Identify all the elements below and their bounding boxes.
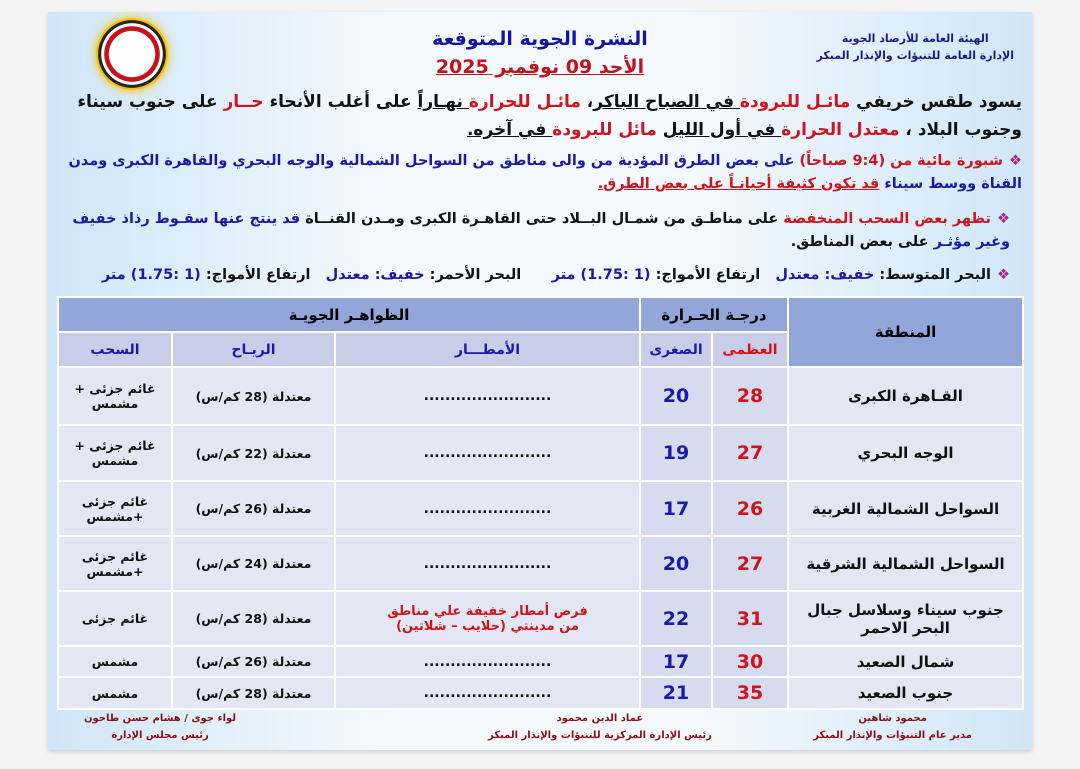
- wind-cell: معتدلة (28 كم/س): [172, 591, 335, 646]
- wind-cell: معتدلة (22 كم/س): [172, 425, 335, 481]
- signature-role: مدير عام التنبؤات والإنذار المبكر: [813, 730, 972, 741]
- region-cell: جنوب الصعيد: [788, 677, 1023, 709]
- summary-text: مائـل للحرارة: [468, 92, 581, 112]
- wind-cell: معتدلة (26 كم/س): [172, 481, 335, 536]
- cloud-cell: غائم جزئى: [58, 591, 172, 646]
- bullet-text: ارتفاع الأمواج:: [650, 267, 776, 283]
- wind-cell: معتدلة (28 كم/س): [172, 367, 335, 425]
- cloud-cell: غائم جزئى + مشمس: [58, 367, 172, 425]
- max-temp-cell: 26: [712, 481, 788, 536]
- signature-role: رئيس الإدارة المركزية للتنبؤات والإنذار المبكر: [488, 730, 712, 741]
- signature-role: رئيس مجلس الإدارة: [111, 730, 209, 741]
- rain-cell: ........................: [335, 425, 640, 481]
- wind-cell: معتدلة (28 كم/س): [172, 677, 335, 709]
- region-cell: السواحل الشمالية الشرقية: [788, 536, 1023, 591]
- cloud-cell: مشمس: [58, 646, 172, 677]
- bullet-text: خفيف: معتدل: [775, 267, 875, 283]
- diamond-bullet-icon: ❖: [997, 267, 1010, 283]
- cloud-cell: مشمس: [58, 677, 172, 709]
- signature-3: [84, 710, 236, 744]
- table-row: [58, 591, 1023, 646]
- rain-cell: ........................: [335, 646, 640, 677]
- min-temp-cell: 22: [640, 591, 712, 646]
- phenomena-header: الظواهـر الجويـة: [58, 297, 640, 332]
- min-temp-cell: 21: [640, 677, 712, 709]
- bulletin-date: الأحد 09 نوفمبر 2025: [435, 56, 645, 78]
- rain-cell: ........................: [335, 367, 640, 425]
- summary-text: يسود طقس خريفي: [850, 92, 1022, 112]
- region-cell: السواحل الشمالية الغربية: [788, 481, 1023, 536]
- bullet-text: على بعض الطرق المؤدية من والى مناطق من السواحل الشمالية والوجه البحري والقاهرة الكبرى ومدن القناة ووسط سيناء: [68, 153, 1022, 192]
- bullet-text: على بعض المناطق.: [790, 234, 934, 250]
- wind-cell: معتدلة (26 كم/س): [172, 646, 335, 677]
- rain-cell: فرص أمطار خفيفة علي مناطق من مدينتي (حلايب – شلاتين): [335, 591, 640, 646]
- bullet-text: البحر الأحمر:: [424, 267, 552, 283]
- cloud-cell: غائم جزئى +مشمس: [58, 481, 172, 536]
- min-temp-cell: 19: [640, 425, 712, 481]
- bulletin-title: النشرة الجوية المتوقعة: [432, 28, 648, 50]
- fog-bullet: [58, 150, 1022, 196]
- org-line-1: الهيئة العامة للأرصاد الجوية: [841, 32, 989, 45]
- min-temp-cell: 20: [640, 367, 712, 425]
- bullet-text: البحر المتوسط:: [874, 267, 991, 283]
- max-temp-cell: 28: [712, 367, 788, 425]
- summary-text: في أول الليل: [662, 120, 782, 140]
- signature-name: عماد الدين محمود: [556, 713, 644, 724]
- region-header: المنطقة: [788, 297, 1023, 367]
- signature-2: [488, 710, 712, 744]
- rain-header: الأمطـــار: [335, 332, 640, 367]
- clouds-bullet: [58, 208, 1010, 254]
- bullet-text: (1 :1.75) متر: [551, 267, 651, 283]
- bullet-text: خفيف: معتدل: [325, 267, 425, 283]
- min-temp-cell: 20: [640, 536, 712, 591]
- min-temp-cell: 17: [640, 646, 712, 677]
- summary-text: على أغلب الأنحاء: [263, 92, 418, 112]
- bullet-text: قد ينتج عنها سقـوط رذاذ خفيف وغير مؤثـر: [72, 211, 1010, 250]
- max-temp-header: العظمى: [712, 332, 788, 367]
- signature-name: لواء جوى / هشام حسن طاحون: [84, 713, 237, 724]
- bullet-text: تظهر بعض السحب المنخفضة: [783, 211, 991, 227]
- signature-name: محمود شاهين: [858, 713, 927, 724]
- cloud-header: السحب: [58, 332, 172, 367]
- region-cell: القـاهرة الكبرى: [788, 367, 1023, 425]
- bullet-text: قد تكون كثيفة أحيانـاً على بعض الطرق.: [597, 176, 880, 192]
- max-temp-cell: 35: [712, 677, 788, 709]
- table-row: [58, 425, 1023, 481]
- wind-header: الريـاح: [172, 332, 335, 367]
- max-temp-cell: 31: [712, 591, 788, 646]
- summary-text: مائل للبرودة: [552, 120, 663, 140]
- rain-cell: ........................: [335, 677, 640, 709]
- summary-text: ،: [580, 92, 594, 112]
- summary-text: في آخره.: [466, 120, 553, 140]
- table-row: [58, 677, 1023, 709]
- summary-text: في الصباح الباكر: [593, 92, 740, 112]
- table-row: [58, 536, 1023, 591]
- cloud-cell: غائم جزئى + مشمس: [58, 425, 172, 481]
- summary-text: معتدل الحرارة: [781, 120, 900, 140]
- min-temp-cell: 17: [640, 481, 712, 536]
- summary-text: مائـل للبرودة: [739, 92, 851, 112]
- bullet-text: على مناطـق من شمـال البــلاد حتى القاهـرة الكبرى ومـدن القنــاة: [300, 211, 784, 227]
- max-temp-cell: 27: [712, 536, 788, 591]
- summary-text: على جنوب سيناء وجنوب البلاد ،: [77, 92, 1022, 140]
- temperature-header: درجـة الحـرارة: [640, 297, 788, 332]
- rain-cell: ........................: [335, 481, 640, 536]
- weather-bulletin: [48, 12, 1032, 750]
- sea-bullet: [58, 264, 1010, 287]
- signature-1: [813, 710, 972, 744]
- diamond-bullet-icon: ❖: [997, 211, 1010, 227]
- table-row: [58, 646, 1023, 677]
- wind-cell: معتدلة (24 كم/س): [172, 536, 335, 591]
- table-row: [58, 367, 1023, 425]
- table-row: [58, 481, 1023, 536]
- org-line-2: الإدارة العامة للتنبؤات والإنذار المبكر: [816, 49, 1014, 62]
- forecast-table: [57, 296, 1024, 710]
- diamond-bullet-icon: ❖: [1009, 153, 1022, 169]
- region-cell: شمال الصعيد: [788, 646, 1023, 677]
- max-temp-cell: 27: [712, 425, 788, 481]
- rain-cell: ........................: [335, 536, 640, 591]
- bullet-text: شبورة مائية من (9:4 صباحاً): [799, 153, 1003, 169]
- bullet-text: (1 :1.75) متر: [101, 267, 201, 283]
- summary-text: نهـاراً: [417, 92, 469, 112]
- cloud-cell: غائم جزئى +مشمس: [58, 536, 172, 591]
- region-cell: الوجه البحري: [788, 425, 1023, 481]
- summary-paragraph: [58, 88, 1022, 144]
- min-temp-header: الصغرى: [640, 332, 712, 367]
- bullet-text: ارتفاع الأمواج:: [200, 267, 326, 283]
- region-cell: جنوب سيناء وسلاسل جبال البحر الاحمر: [788, 591, 1023, 646]
- summary-text: حــار: [223, 92, 264, 112]
- max-temp-cell: 30: [712, 646, 788, 677]
